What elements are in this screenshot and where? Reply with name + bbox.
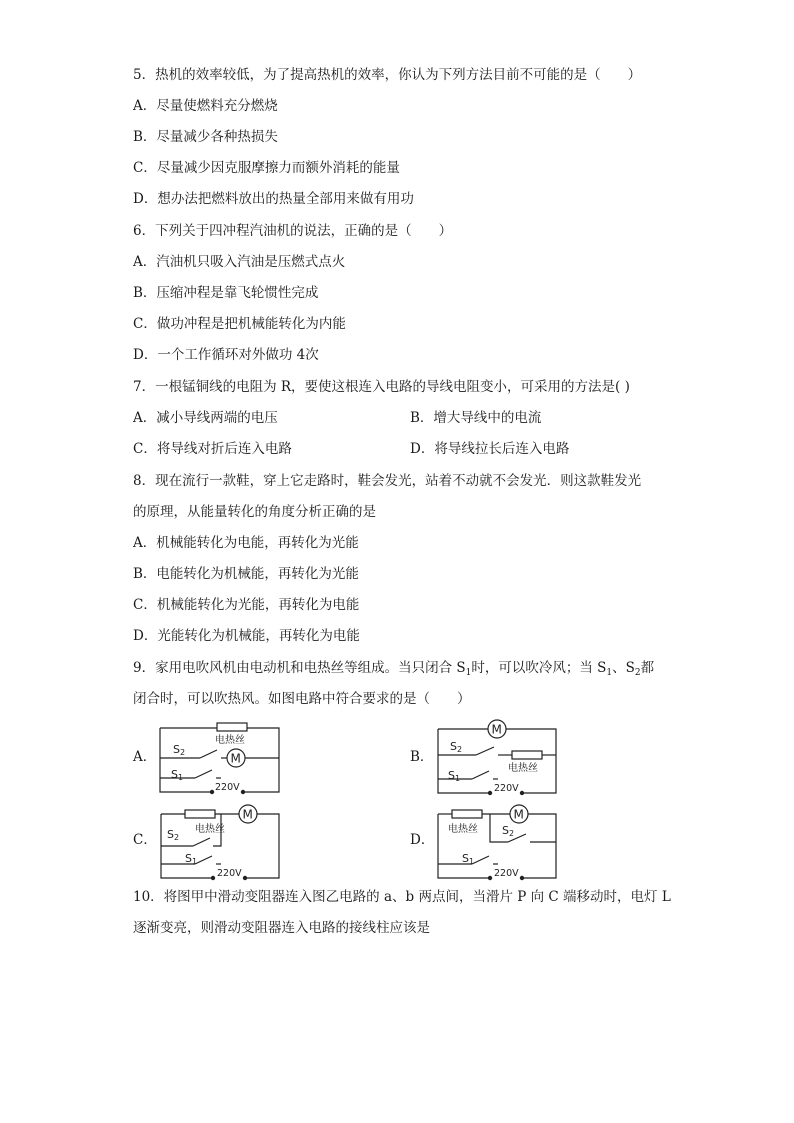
circuit-diagram-c bbox=[155, 802, 285, 882]
motor-label: M bbox=[242, 807, 253, 822]
switch-s2-label: S2 bbox=[167, 828, 180, 842]
q9-label-d: D． bbox=[410, 832, 435, 848]
q9-stem-line1: 9．家用电吹风机由电动机和电热丝等组成。当只闭合 $S_1$时，可以吹冷风；当 $S_1$、$S_2$都 bbox=[133, 660, 655, 678]
heater-label: 电热丝 bbox=[195, 824, 225, 835]
q7-option-b: B．增大导线中的电流 bbox=[410, 410, 542, 426]
circuit-diagram-a bbox=[155, 720, 285, 796]
heater-label: 电热丝 bbox=[508, 763, 538, 774]
circuit-diagram-b bbox=[432, 717, 562, 797]
q10-stem-line2: 逐渐变亮，则滑动变阻器连入电路的接线柱应该是 bbox=[133, 920, 430, 936]
heater-label: 电热丝 bbox=[215, 735, 245, 746]
q6-option-a: A．汽油机只吸入汽油是压燃式点火 bbox=[133, 254, 346, 270]
q7-option-c: C．将导线对折后连入电路 bbox=[133, 441, 292, 457]
q6-option-d: D．一个工作循环对外做功 4次 bbox=[133, 347, 319, 363]
switch-s1-label: S1 bbox=[185, 852, 198, 866]
q8-option-d: D．光能转化为机械能，再转化为电能 bbox=[133, 628, 360, 644]
q5-option-d: D．想办法把燃料放出的热量全部用来做有用功 bbox=[133, 191, 414, 207]
q10-stem-line1: 10．将图甲中滑动变阻器连入图乙电路的 a、b 两点间，当滑片 P 向 C 端移动时，电灯 L bbox=[133, 889, 671, 905]
heater-label: 电热丝 bbox=[448, 824, 478, 835]
switch-s2-label: S2 bbox=[502, 824, 515, 838]
q9-stem-line2: 闭合时，可以吹热风。如图电路中符合要求的是（ ） bbox=[133, 691, 471, 707]
motor-label: M bbox=[513, 807, 524, 822]
switch-s1-label: S1 bbox=[448, 769, 461, 783]
switch-s2-label: S2 bbox=[173, 743, 186, 757]
q6-stem: 6．下列关于四冲程汽油机的说法，正确的是（ ） bbox=[133, 223, 453, 239]
q9-label-c: C． bbox=[133, 832, 157, 848]
voltage-label: 220V bbox=[217, 868, 242, 879]
q6-option-b: B．压缩冲程是靠飞轮惯性完成 bbox=[133, 285, 319, 301]
q5-stem: 5．热机的效率较低，为了提高热机的效率，你认为下列方法目前不可能的是（ ） bbox=[133, 67, 642, 83]
switch-s1-label: S1 bbox=[462, 852, 475, 866]
q5-option-a: A．尽量使燃料充分燃烧 bbox=[133, 98, 278, 114]
voltage-label: 220V bbox=[494, 868, 519, 879]
q8-option-a: A．机械能转化为电能，再转化为光能 bbox=[133, 535, 359, 551]
q6-option-c: C．做功冲程是把机械能转化为内能 bbox=[133, 316, 346, 332]
q8-stem-line1: 8．现在流行一款鞋，穿上它走路时，鞋会发光，站着不动就不会发光．则这款鞋发光 bbox=[133, 473, 642, 489]
voltage-label: 220V bbox=[215, 782, 240, 793]
q8-option-b: B．电能转化为机械能，再转化为光能 bbox=[133, 566, 359, 582]
q7-stem: 7．一根锰铜线的电阻为 R，要使这根连入电路的导线电阻变小，可采用的方法是( ) bbox=[133, 379, 630, 395]
voltage-label: 220V bbox=[494, 783, 519, 794]
q9-label-b: B． bbox=[410, 749, 434, 765]
switch-s1-label: S1 bbox=[171, 768, 184, 782]
switch-s2-label: S2 bbox=[450, 740, 463, 754]
q5-option-c: C．尽量减少因克服摩擦力而额外消耗的能量 bbox=[133, 160, 400, 176]
q7-option-a: A．减小导线两端的电压 bbox=[133, 410, 278, 426]
q5-option-b: B．尽量减少各种热损失 bbox=[133, 129, 278, 145]
q9-label-a: A． bbox=[133, 749, 157, 765]
motor-label: M bbox=[230, 751, 241, 766]
motor-label: M bbox=[491, 722, 502, 737]
q8-option-c: C．机械能转化为光能，再转化为电能 bbox=[133, 597, 360, 613]
q8-stem-line2: 的原理，从能量转化的角度分析正确的是 bbox=[133, 504, 376, 520]
q7-option-d: D．将导线拉长后连入电路 bbox=[410, 441, 570, 457]
circuit-diagram-d bbox=[432, 802, 562, 882]
